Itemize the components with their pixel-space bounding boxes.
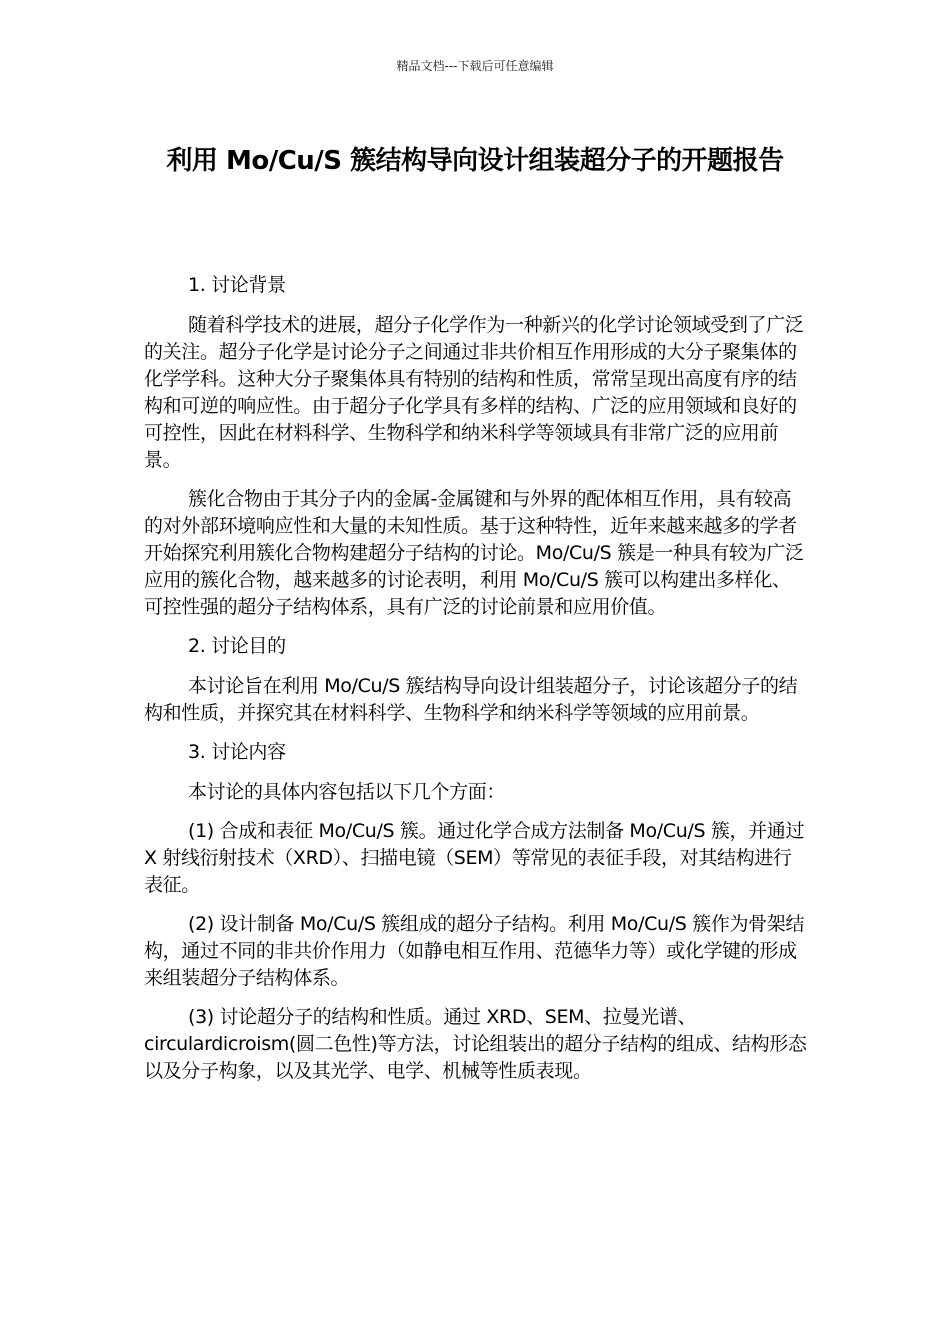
document-title: 利用 Mo/Cu/S 簇结构导向设计组装超分子的开题报告: [166, 146, 784, 176]
paragraph-purpose: 本讨论旨在利用 Mo/Cu/S 簇结构导向设计组装超分子，讨论该超分子的结构和性质，并探究其在材料科学、生物科学和纳米科学等领域的应用前景。: [144, 675, 798, 724]
paragraph-background-2: 簇化合物由于其分子内的金属-金属键和与外界的配体相互作用，具有较高的对外部环境响应性和大量的未知性质。基于这种特性，近年来越来越多的学者开始探究利用簇化合物构建超分子结构的讨论。Mo/Cu/S 簇是一种具有较为广泛应用的簇化合物，越来越多的讨论表明，利用 Mo/Cu/S 簇可以构建出多样化、可控性强的超分子结构体系，具有广泛的讨论前景和应用价值。: [144, 488, 804, 618]
page-header: 精品文档---下载后可任意编辑: [396, 59, 554, 73]
paragraph-content-item-1: (1) 合成和表征 Mo/Cu/S 簇。通过化学合成方法制备 Mo/Cu/S 簇，并通过 X 射线衍射技术（XRD）、扫描电镜（SEM）等常见的表征手段，对其结构进行表征。: [144, 820, 805, 896]
section-heading-background: 1. 讨论背景: [188, 274, 286, 296]
document-body: [144, 272, 808, 1097]
paragraph-content-item-2: (2) 设计制备 Mo/Cu/S 簇组成的超分子结构。利用 Mo/Cu/S 簇作为骨架结构，通过不同的非共价作用力（如静电相互作用、范德华力等）或化学键的形成来组装超分子结构体系。: [144, 913, 805, 989]
paragraph-content-intro: 本讨论的具体内容包括以下几个方面：: [188, 781, 506, 803]
paragraph-content-item-3: (3) 讨论超分子的结构和性质。通过 XRD、SEM、拉曼光谱、circulardicroism(圆二色性)等方法，讨论组装出的超分子结构的组成、结构形态以及分子构象，以及其光学、电学、机械等性质表现。: [144, 1006, 807, 1082]
section-heading-content: 3. 讨论内容: [188, 741, 286, 763]
paragraph-background-1: 随着科学技术的进展，超分子化学作为一种新兴的化学讨论领域受到了广泛的关注。超分子化学是讨论分子之间通过非共价相互作用形成的大分子聚集体的化学学科。这种大分子聚集体具有特别的结构和性质，常常呈现出高度有序的结构和可逆的响应性。由于超分子化学具有多样的结构、广泛的应用领域和良好的可控性，因此在材料科学、生物科学和纳米科学等领域具有非常广泛的应用前景。: [144, 314, 804, 471]
section-heading-purpose: 2. 讨论目的: [188, 635, 286, 657]
